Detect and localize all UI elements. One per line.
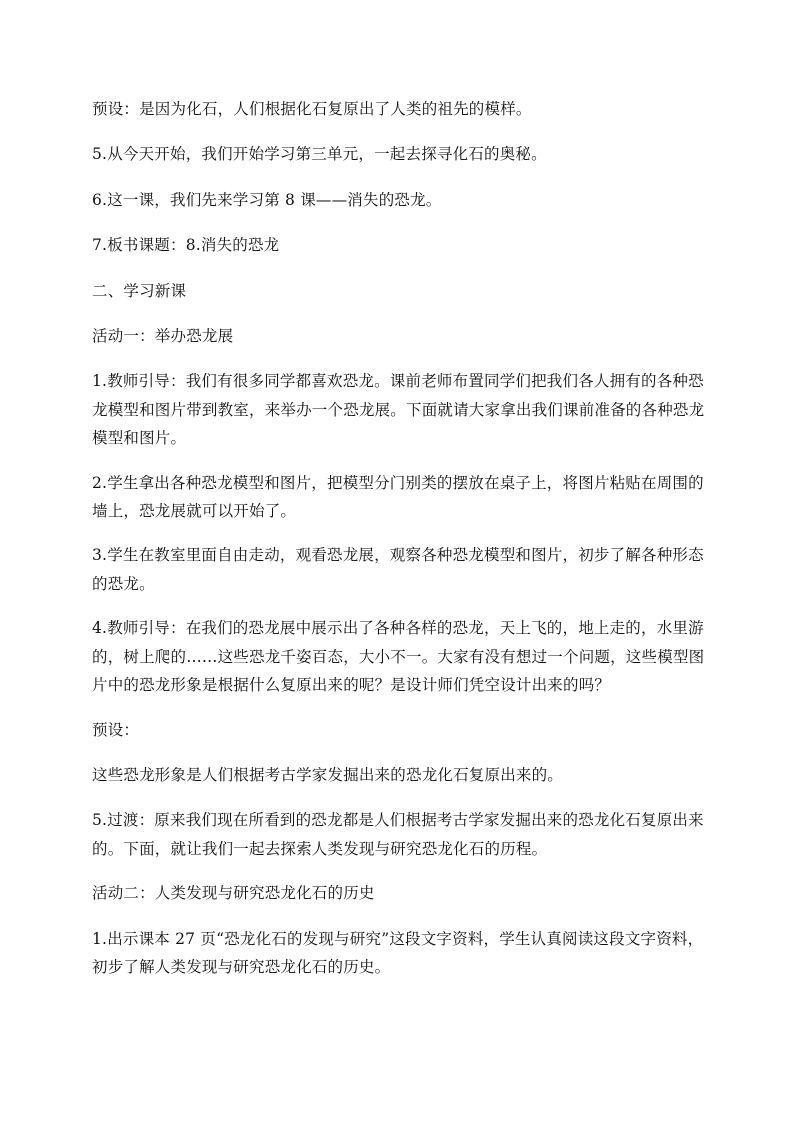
paragraph-activity-one-step-2: 2.学生拿出各种恐龙模型和图片，把模型分门别类的摆放在桌子上，将图片粘贴在周围的墙上，恐龙展就可以开始了。 — [92, 473, 704, 521]
document-body — [92, 95, 712, 997]
paragraph-preset-dinosaur-answer: 这些恐龙形象是人们根据考古学家发掘出来的恐龙化石复原出来的。 — [92, 765, 564, 784]
paragraph-activity-two-step-1: 1.出示课本 27 页“恐龙化石的发现与研究”这段文字资料，学生认真阅读这段文字资料，初步了解人类发现与研究恐龙化石的历史。 — [92, 929, 704, 976]
paragraph-activity-one-step-5: 5.过渡：原来我们现在所看到的恐龙都是人们根据考古学家发掘出来的恐龙化石复原出来的。下面，就让我们一起去探索人类发现与研究恐龙化石的历程。 — [92, 811, 704, 858]
paragraph-step-6-lesson: 6.这一课，我们先来学习第 8 课——消失的恐龙。 — [92, 190, 442, 209]
paragraph-activity-one-step-3: 3.学生在教室里面自由走动，观看恐龙展，观察各种恐龙模型和图片，初步了解各种形态的恐龙。 — [92, 546, 704, 593]
paragraph-activity-one-step-1: 1.教师引导：我们有很多同学都喜欢恐龙。课前老师布置同学们把我们各人拥有的各种恐龙模型和图片带到教室，来举办一个恐龙展。下面就请大家拿出我们课前准备的各种恐龙模型和图片。 — [92, 372, 705, 448]
paragraph-step-7-title: 7.板书课题：8.消失的恐龙 — [92, 236, 280, 255]
paragraph-preset-answer: 预设：是因为化石，人们根据化石复原出了人类的祖先的模样。 — [92, 100, 532, 118]
paragraph-activity-one-step-4: 4.教师引导：在我们的恐龙展中展示出了各种各样的恐龙，天上飞的，地上走的，水里游的，树上爬的……这些恐龙千姿百态，大小不一。大家有没有想过一个问题，这些模型图片中的恐龙形象是根据什么复原出来的呢？是设计师们凭空设计出来的吗？ — [92, 619, 705, 695]
activity-one-heading: 活动一：举办恐龙展 — [92, 327, 234, 346]
section-heading-new-lesson: 二、学习新课 — [92, 281, 187, 300]
activity-two-heading: 活动二：人类发现与研究恐龙化石的历史 — [92, 884, 375, 903]
paragraph-step-5-intro: 5.从今天开始，我们开始学习第三单元，一起去探寻化石的奥秘。 — [92, 145, 547, 164]
paragraph-preset-label: 预设： — [92, 720, 140, 739]
